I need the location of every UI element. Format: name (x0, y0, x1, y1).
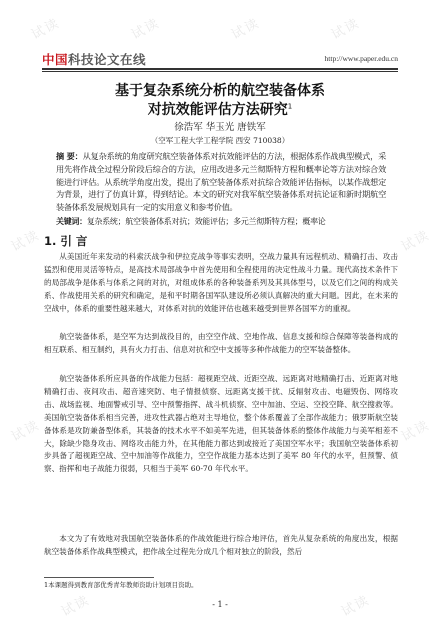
paper-title-line2 (0, 99, 440, 119)
watermark: 试读 (9, 227, 43, 255)
paper-title-line1: 基于复杂系统分析的航空装备体系 (115, 83, 325, 99)
section-number: 1. (44, 234, 57, 248)
header-rule-thin (42, 71, 398, 72)
journal-logo (42, 50, 146, 68)
abstract-text: 从复杂系统的角度研究航空装备体系对抗效能评估的方法，根据体系作战典型模式，采用先将作战全过程分阶段后综合的方法，应用改进多元兰彻斯特方程和概率论等方法对综合效能进行评估。从系统学角度出发，提出了航空装备体系对抗综合效能评估指标，以某作战想定为背景，进行了仿真计算，得到结论。本文的研究对我军航空装备体系对抗论证和新时期航空装备体系发展规划具有一定的实用意义和参考价值。 (56, 151, 386, 213)
paragraph: 本文为了有效地对我国航空装备体系的作战效能进行综合地评估，首先从复杂系统的角度出发，根据航空装备体系作战典型模式，把作战全过程先分成几个相对独立的阶段，然后 (44, 534, 398, 556)
watermark: 试读 (29, 15, 63, 43)
body-text (44, 373, 398, 476)
body-text (44, 331, 398, 357)
watermark: 试读 (59, 592, 93, 620)
watermark: 试读 (399, 417, 433, 445)
page-header (42, 50, 398, 68)
keywords-text: 复杂系统；航空装备体系对抗；效能评估；多元兰彻斯特方程；概率论 (86, 217, 326, 226)
site-url: http://www.paper.edu.cn (324, 54, 398, 63)
abstract-label: 摘 要： (56, 151, 83, 161)
footnote: 1本课题得到教育部优秀青年教师资助计划项目资助。 (44, 581, 198, 589)
keywords (56, 216, 386, 227)
watermark: 试读 (339, 592, 373, 620)
paragraph: 航空装备体系，是空军为达到战役目的，由空空作战、空地作战、信息支援和综合保障等装备构成的相互联系、相互制约，具有火力打击、信息对抗和空中支援等多种作战能力的空军装备整体。 (44, 332, 398, 354)
logo-part2: 科技论文在线 (68, 52, 147, 67)
paragraph: 从美国近年来发动的科索沃战争和伊拉克战争等事实表明，空战力量具有远程机动、精确打击、攻击猛烈和使用灵活等特点，是高技术局部战争中首先使用和全程使用的决定性战斗力量。现代高技术条件下的局部战争是体系与体系之间的对抗，对组成体系的各种装备系列及其具体型号，以及它们之间的构成关系、作战使用关系的研究和确定，是和平时期各国军队建设所必须认真解决的重大问题。因此，在未来的空战中，体系的重要性越来越大，对体系对抗的效能评估也越来越受到世界各国军方的重视。 (44, 252, 398, 313)
abstract (56, 150, 386, 214)
watermark: 试读 (129, 15, 163, 43)
section-heading (44, 233, 87, 249)
header-rule-thick (42, 68, 398, 70)
logo-part1: 中国 (42, 52, 69, 67)
body-text (44, 251, 398, 316)
watermark: 试读 (9, 417, 43, 445)
watermark: 试读 (329, 15, 363, 43)
paragraph: 航空装备体系所应具备的作战能力包括：超视距空战、近距空战、远距离对地精确打击、近距离对地精确打击、夜间攻击、超音速突防、电子情报侦察、远距离支援干扰、反辐射攻击、电磁毁伤、网络攻击、战场监视、地面警戒引导、空中预警指挥、战斗机侦察、空中加油、空运、空投空降、航空搜救等。美国航空装备体系相当完善，进攻性武器占绝对主导地位，整个体系覆盖了全部作战能力；俄罗斯航空装备体系是攻防兼备型体系，其装备的技术水平不如美军先进，但其装备体系的整体作战能力与美军相差不大，除缺少隐身攻击、网络攻击能力外，在其他能力都达到或接近了美国空军水平；我国航空装备体系初步具备了超视距空战、空中加油等作战能力，空空作战能力基本达到了美军 80 年代的水平，但预警、侦察、指挥和电子战能力很弱，只相当于美军 60-70 年代水平。 (44, 374, 398, 474)
authors: 徐浩军 华玉光 唐铁军 (174, 122, 266, 133)
affiliation: （空军工程大学工程学院 西安 710038） (150, 136, 290, 145)
paper-title-text: 对抗效能评估方法研究 (147, 102, 288, 118)
footnote-mark: 1 (287, 102, 293, 111)
section-title: 引 言 (60, 234, 88, 248)
page-number: - 1 - (212, 600, 228, 609)
watermark: 试读 (399, 227, 433, 255)
body-text (44, 533, 398, 559)
footnote-rule (44, 577, 154, 578)
watermark: 试读 (229, 15, 263, 43)
keywords-label: 关键词： (56, 217, 87, 226)
